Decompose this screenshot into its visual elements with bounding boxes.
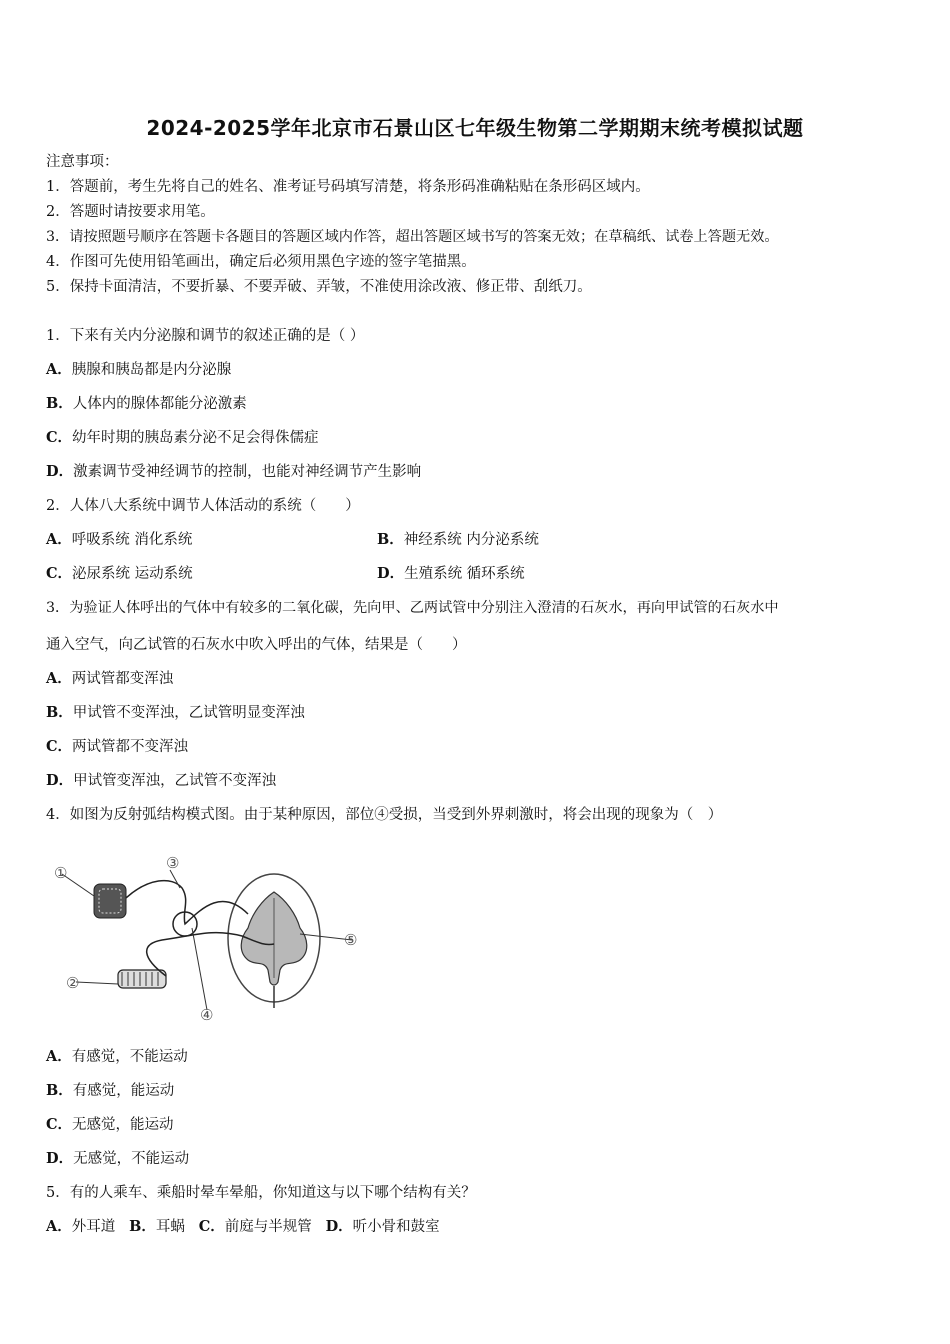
option-c: C．幼年时期的胰岛素分泌不足会得侏儒症 — [46, 429, 319, 446]
option-b: B．甲试管不变浑浊，乙试管明显变浑浊 — [46, 704, 305, 721]
question-stem: 1．下来有关内分泌腺和调节的叙述正确的是（ ） — [46, 328, 365, 344]
question-stem: 5．有的人乘车、乘船时晕车晕船，你知道这与以下哪个结构有关？ — [46, 1185, 476, 1201]
receptor — [62, 874, 126, 918]
option-b: B．神经系统 内分泌系统 — [377, 531, 539, 548]
notice-item: 1．答题前，考生先将自己的姓名、准考证号码填写清楚，将条形码准确粘贴在条形码区域内。 — [46, 179, 650, 195]
option-c: C．前庭与半规管 — [198, 1218, 312, 1235]
label-2: ② — [66, 974, 80, 992]
notice-item: 2．答题时请按要求用笔。 — [46, 204, 215, 220]
effector — [76, 970, 166, 988]
option-c: C．泌尿系统 运动系统 — [46, 565, 193, 582]
option-d: D．激素调节受神经调节的控制，也能对神经调节产生影响 — [46, 463, 422, 480]
notice-item: 5．保持卡面清洁，不要折暴、不要弄破、弄皱，不准使用涂改液、修正带、刮纸刀。 — [46, 279, 592, 295]
option-d: D．听小骨和鼓室 — [325, 1218, 440, 1235]
question-stem: 2．人体八大系统中调节人体活动的系统（ ） — [46, 498, 360, 514]
option-a: A．有感觉，不能运动 — [46, 1048, 188, 1065]
notice-item: 4．作图可先使用铅笔画出，确定后必须用黑色字迹的签字笔描黑。 — [46, 254, 476, 270]
question-stem: 3．为验证人体呼出的气体中有较多的二氧化碳，先向甲、乙两试管中分别注入澄清的石灰水，再向甲试管的石灰水中 — [46, 600, 779, 616]
label-1: ① — [54, 864, 68, 882]
spinal-cord — [228, 874, 320, 1008]
option-c: C．两试管都不变浑浊 — [46, 738, 189, 755]
notice-heading: 注意事项： — [46, 154, 119, 170]
option-a: A．外耳道 — [46, 1218, 116, 1235]
option-b: B．人体内的腺体都能分泌激素 — [46, 395, 247, 412]
page-title: 2024-2025学年北京市石景山区七年级生物第二学期期末统考模拟试题 — [146, 116, 804, 140]
option-a: A．呼吸系统 消化系统 — [46, 531, 193, 548]
option-b: B．耳蜗 — [129, 1218, 185, 1235]
label-3: ③ — [166, 854, 180, 872]
option-c: C．无感觉，能运动 — [46, 1116, 174, 1133]
question-stem: 4．如图为反射弧结构模式图。由于某种原因，部位④受损，当受到外界刺激时，将会出现的现象为（ ） — [46, 807, 723, 823]
option-d: D．无感觉，不能运动 — [46, 1150, 190, 1167]
option-b: B．有感觉，能运动 — [46, 1082, 175, 1099]
reflex-arc-diagram — [52, 848, 364, 1028]
option-a: A．胰腺和胰岛都是内分泌腺 — [46, 361, 232, 378]
label-5: ⑤ — [344, 931, 358, 949]
label-4: ④ — [200, 1006, 214, 1024]
option-a: A．两试管都变浑浊 — [46, 670, 174, 687]
options-row — [46, 1217, 440, 1237]
question-stem-continued: 通入空气，向乙试管的石灰水中吹入呼出的气体，结果是（ ） — [46, 637, 467, 653]
option-d: D．甲试管变浑浊，乙试管不变浑浊 — [46, 772, 277, 789]
option-d: D．生殖系统 循环系统 — [377, 565, 525, 582]
notice-item: 3．请按照题号顺序在答题卡各题目的答题区域内作答，超出答题区域书写的答案无效；在草稿纸、试卷上答题无效。 — [46, 229, 779, 245]
